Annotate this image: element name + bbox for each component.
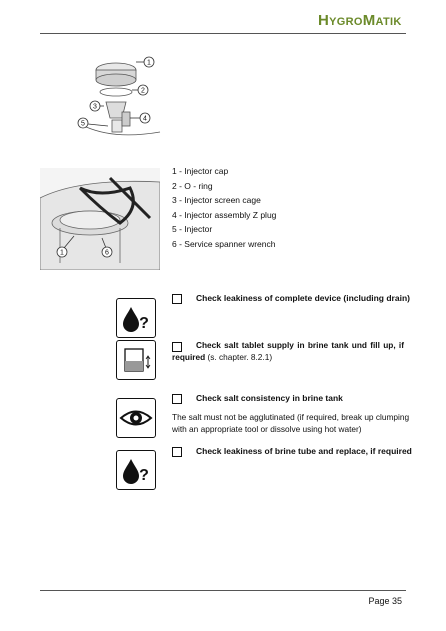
task-brine-tube: Check leakiness of brine tube and replace, if required xyxy=(196,446,412,456)
footer-rule xyxy=(40,590,406,591)
task-salt-supply xyxy=(172,340,404,363)
callout-2: 2 xyxy=(141,87,145,95)
injector-exploded-figure xyxy=(74,48,174,148)
parts-legend xyxy=(172,164,276,251)
chapter-ref[interactable]: (s. chapter. 8.2.1) xyxy=(207,351,273,362)
svg-text:?: ? xyxy=(139,315,149,332)
callout-3: 3 xyxy=(93,103,97,111)
drop-question-icon xyxy=(116,298,156,338)
callout-6: 6 xyxy=(105,249,109,257)
task-leak-device: Check leakiness of complete device (including drain) xyxy=(196,293,410,303)
brand-logo: HygroMatik xyxy=(318,12,402,29)
salt-consistency-note: The salt must not be agglutinated (if required, break up clumping with an appropriate tool or dissolve using hot water) xyxy=(172,412,410,434)
svg-text:?: ? xyxy=(139,467,149,484)
callout-5: 5 xyxy=(81,120,85,128)
checkbox-salt-consistency[interactable] xyxy=(172,394,182,404)
legend-item: 6 - Service spanner wrench xyxy=(172,238,276,249)
page-number: Page 35 xyxy=(368,596,402,606)
checkbox-leak-device[interactable] xyxy=(172,294,182,304)
eye-icon xyxy=(116,398,156,438)
callout-1: 1 xyxy=(147,59,151,67)
task-salt-consistency: Check salt consistency in brine tank xyxy=(196,393,343,403)
tank-level-icon xyxy=(116,340,156,380)
checkbox-brine-tube[interactable] xyxy=(172,447,182,457)
legend-item: 2 - O - ring xyxy=(172,180,213,191)
callout-4: 4 xyxy=(143,115,147,123)
legend-item: 1 - Injector cap xyxy=(172,166,229,176)
legend-item: 3 - Injector screen cage xyxy=(172,195,261,205)
spanner-tank-figure xyxy=(40,168,160,270)
legend-item: 5 - Injector xyxy=(172,224,213,234)
legend-item: 4 - Injector assembly Z plug xyxy=(172,209,277,220)
task-salt-supply-label: Check salt tablet supply in brine tank und fill up, if required xyxy=(172,340,404,362)
drop-question-icon xyxy=(116,450,156,490)
header-rule xyxy=(40,33,406,34)
callout-1b: 1 xyxy=(60,249,64,257)
